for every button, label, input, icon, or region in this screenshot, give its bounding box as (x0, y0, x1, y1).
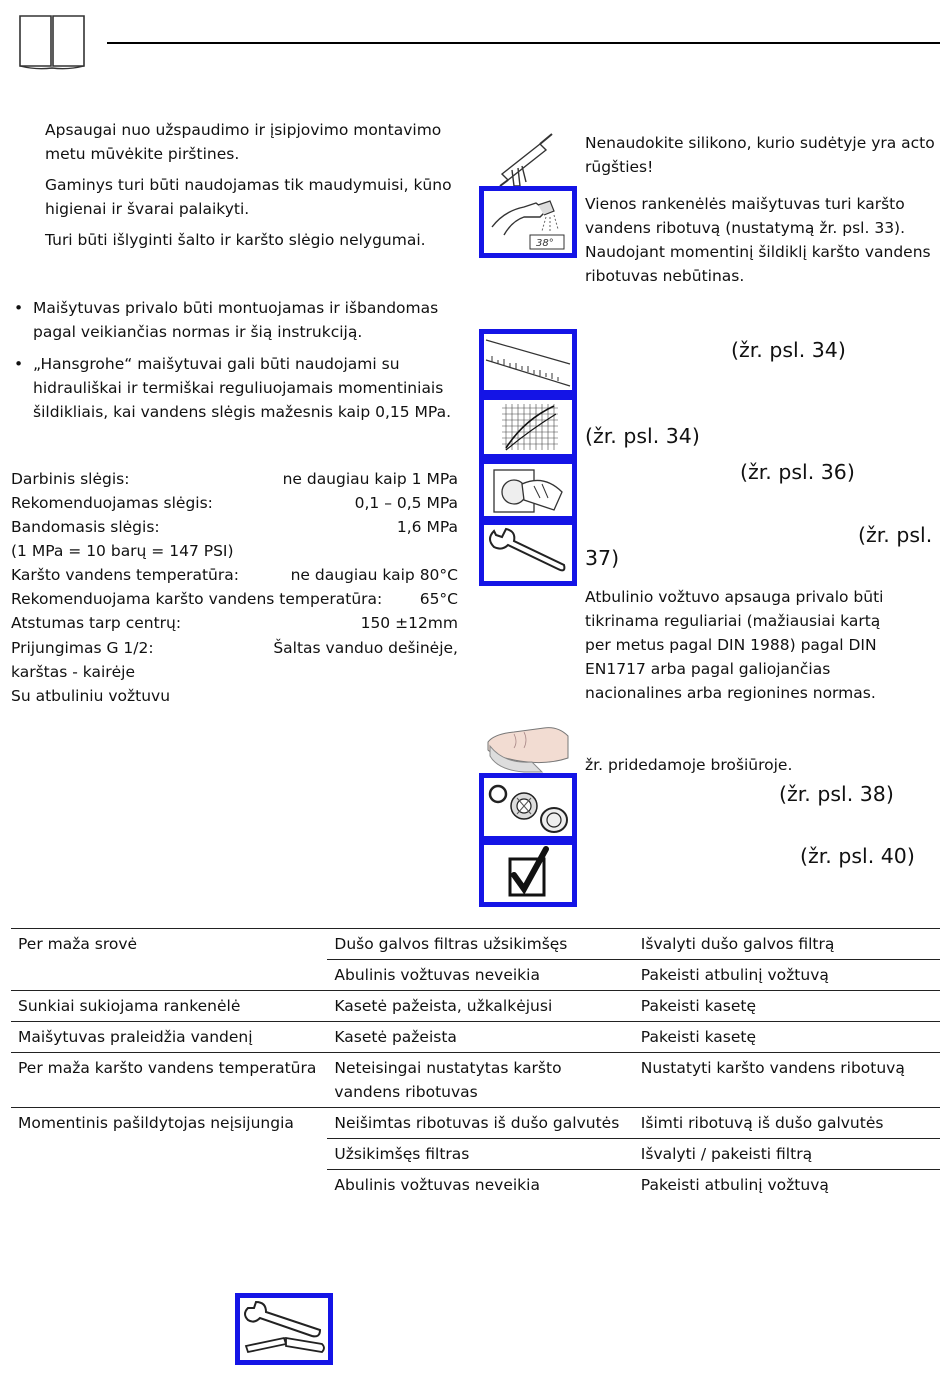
table-row (11, 1022, 940, 1053)
book-icon (18, 14, 86, 70)
temperature-display-label: 38° (536, 238, 554, 249)
silicone-gun-icon (494, 130, 558, 188)
problem-cell: Per maža karšto vandens temperatūra (11, 1053, 327, 1108)
remedy-cell: Išimti ribotuvą iš dušo galvutės (634, 1108, 940, 1139)
page-ref-38: (žr. psl. 38) (779, 782, 894, 806)
safety-gloves-text: Apsaugai nuo užspaudimo ir įsipjovimo montavimo metu mūvėkite pirštines. (45, 121, 442, 163)
installation-notes (12, 296, 467, 432)
remedy-cell: Pakeisti kasetę (634, 991, 940, 1022)
remedy-cell: Pakeisti atbulinį vožtuvą (634, 1170, 940, 1201)
page-ref-37-b: 37) (585, 546, 620, 570)
page-ref-34-b: (žr. psl. 34) (585, 424, 700, 448)
remedy-cell: Pakeisti kasetę (634, 1022, 940, 1053)
spec-row: Atstumas tarp centrų: 150 ±12mm (11, 614, 458, 632)
list-item: • „Hansgrohe“ maišytuvai gali būti naudojami su hidrauliškai ir termiškai reguliuojamais momentiniais šildikliais, kai vandens slėgis mažesnis kaip 0,15 MPa. (14, 355, 451, 421)
remedy-cell: Išvalyti dušo galvos filtrą (634, 929, 940, 960)
problem-cell: Per maža srovė (11, 929, 327, 960)
spec-row: Bandomasis slėgis: 1,6 MPa (11, 518, 458, 536)
spec-row: (1 MPa = 10 barų = 147 PSI) (11, 542, 234, 560)
ruler-icon (479, 329, 577, 395)
spare-parts-icon (479, 773, 577, 841)
wrench-icon (479, 520, 577, 586)
problem-cell: Maišytuvas praleidžia vandenį (11, 1022, 327, 1053)
shower-temperature-icon (479, 186, 577, 258)
list-item: • Maišytuvas privalo būti montuojamas ir išbandomas pagal veikiančias normas ir šią instrukciją. (14, 299, 439, 341)
troubleshooting-table (11, 928, 940, 1200)
cause-cell: Užsikimšęs filtras (327, 1139, 633, 1170)
header-rule (107, 42, 940, 44)
cause-cell: Neteisingai nustatytas karšto vandens ribotuvas (327, 1053, 633, 1108)
safety-usage-text: Gaminys turi būti naudojamas tik maudymuisi, kūno higienai ir švarai palaikyti. (45, 176, 452, 218)
table-row (11, 1053, 940, 1108)
spec-row: Darbinis slėgis: ne daugiau kaip 1 MPa (11, 470, 458, 488)
problem-cell: Momentinis pašildytojas neįsijungia (11, 1108, 327, 1139)
spec-row: Prijungimas G 1/2: Šaltas vanduo dešinėje, (11, 639, 458, 657)
spec-row: Karšto vandens temperatūra: ne daugiau kaip 80°C (11, 566, 458, 584)
remedy-cell: Pakeisti atbulinį vožtuvą (634, 960, 940, 991)
silicone-warning-text: Nenaudokite silikono, kurio sudėtyje yra acto rūgšties! (585, 134, 935, 176)
backflow-din-text: Atbulinio vožtuvo apsauga privalo būti tikrinama reguliariai (mažiausiai kartą per metus pagal DIN 1988) pagal DIN EN1717 arba pagal galiojančias nacionalines arba regionines normas. (585, 588, 884, 702)
tools-icon (235, 1293, 333, 1365)
brochure-reference-text: žr. pridedamoje brošiūroje. (585, 756, 793, 774)
table-row (11, 929, 940, 960)
problem-cell (11, 1139, 327, 1170)
page-ref-37-a: (žr. psl. (858, 523, 933, 547)
remedy-cell: Išvalyti / pakeisti filtrą (634, 1139, 940, 1170)
spec-row: Rekomenduojamas slėgis: 0,1 – 0,5 MPa (11, 494, 458, 512)
table-row (11, 1108, 940, 1139)
problem-cell (11, 960, 327, 991)
page-ref-40: (žr. psl. 40) (800, 844, 915, 868)
table-row (11, 960, 940, 991)
handle-knob-icon (479, 459, 577, 521)
table-row (11, 991, 940, 1022)
checkmark-icon (479, 840, 577, 907)
cause-cell: Neišimtas ribotuvas iš dušo galvutės (327, 1108, 633, 1139)
cause-cell: Kasetė pažeista, užkalkėjusi (327, 991, 633, 1022)
table-row (11, 1170, 940, 1201)
flow-diagram-icon (479, 395, 577, 459)
cause-cell: Dušo galvos filtras užsikimšęs (327, 929, 633, 960)
remedy-cell: Nustatyti karšto vandens ribotuvą (634, 1053, 940, 1108)
cause-cell: Kasetė pažeista (327, 1022, 633, 1053)
cause-cell: Abulinis vožtuvas neveikia (327, 960, 633, 991)
spec-row: karštas - kairėje (11, 663, 136, 681)
hot-water-limiter-text: Vienos rankenėlės maišytuvas turi karšto vandens ribotuvą (nustatymą žr. psl. 33). Naudojant momentinį šildiklį karšto vandens ribotuvas nebūtinas. (585, 195, 931, 285)
spec-row: Rekomenduojama karšto vandens temperatūra: 65°C (11, 590, 458, 608)
cleaning-hand-icon (484, 712, 572, 774)
problem-cell (11, 1170, 327, 1201)
problem-cell: Sunkiai sukiojama rankenėlė (11, 991, 327, 1022)
page-ref-34-a: (žr. psl. 34) (731, 338, 846, 362)
page-ref-36: (žr. psl. 36) (740, 460, 855, 484)
safety-pressure-text: Turi būti išlyginti šalto ir karšto slėgio nelygumai. (45, 231, 426, 249)
cause-cell: Abulinis vožtuvas neveikia (327, 1170, 633, 1201)
table-row (11, 1139, 940, 1170)
spec-row: Su atbuliniu vožtuvu (11, 687, 171, 705)
